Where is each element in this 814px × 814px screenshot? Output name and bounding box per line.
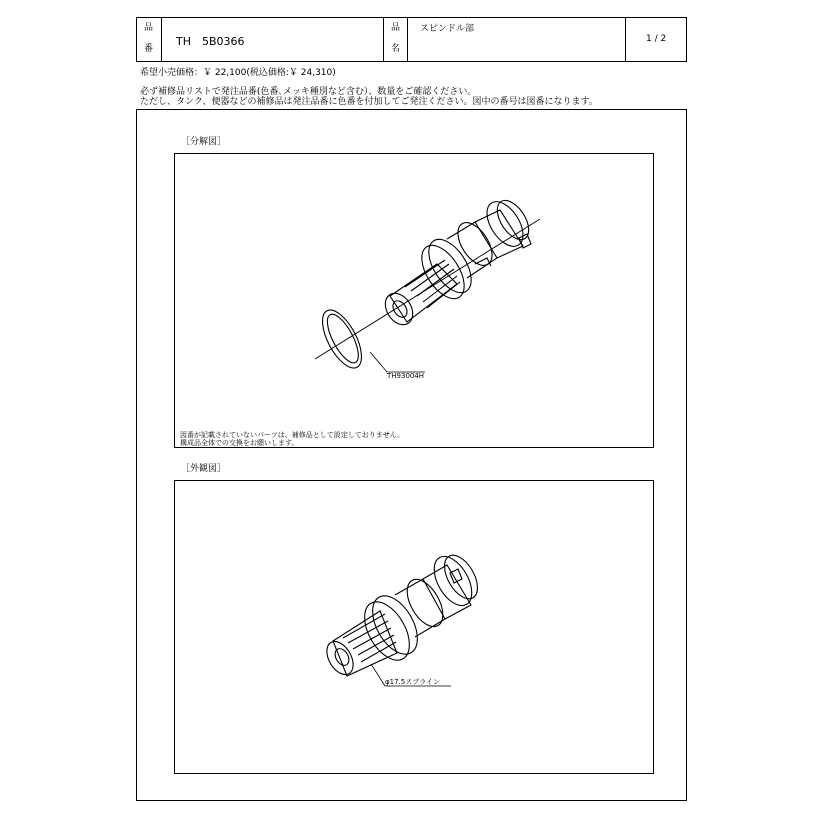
not-supplied-note: 図番が記載されていないパーツは、補修品として設定しておりません。 bbox=[180, 431, 405, 439]
notice-line-1: 必ず補修品リストで発注品番(色番､メッキ種別など含む）、数量をご確認ください。 bbox=[140, 87, 477, 97]
assembly-replacement-note: 構成品全体での交換をお願いします。 bbox=[180, 439, 299, 447]
hinmei-label-top: 品 bbox=[391, 23, 401, 33]
price-line: 希望小売価格：￥ 22,100(税込価格:￥ 24,310) bbox=[140, 68, 336, 78]
header-divider bbox=[407, 17, 408, 62]
external-view-label: ［外観図］ bbox=[181, 464, 227, 474]
hinban-label-bottom: 番 bbox=[144, 44, 154, 54]
o-ring-leader-line bbox=[370, 352, 425, 372]
o-ring bbox=[315, 304, 370, 374]
header-divider bbox=[383, 17, 384, 62]
spindle-body bbox=[380, 195, 535, 330]
notice-line-2: ただし、タンク、便器などの補修品は発注品番に色番を付加してご発注ください。図中の番号は図番になります。 bbox=[140, 97, 598, 107]
exploded-view-panel bbox=[174, 153, 654, 448]
product-name: スピンドル部 bbox=[420, 24, 475, 34]
o-ring-part-callout: TH93004H bbox=[387, 372, 425, 380]
header-divider bbox=[625, 17, 626, 62]
exploded-spindle-drawing bbox=[175, 154, 653, 447]
external-view-panel bbox=[174, 480, 654, 774]
exploded-view-label: ［分解図］ bbox=[181, 137, 227, 147]
external-spindle-drawing bbox=[175, 481, 653, 773]
header-divider bbox=[161, 17, 162, 62]
spindle-assembly bbox=[321, 550, 484, 679]
hinban-label-top: 品 bbox=[144, 23, 154, 33]
spline-callout: φ17.5スプライン bbox=[385, 678, 440, 686]
page-indicator: 1 / 2 bbox=[646, 34, 667, 44]
product-number: TH 5B0366 bbox=[176, 35, 245, 48]
hinmei-label-bottom: 名 bbox=[391, 44, 401, 54]
